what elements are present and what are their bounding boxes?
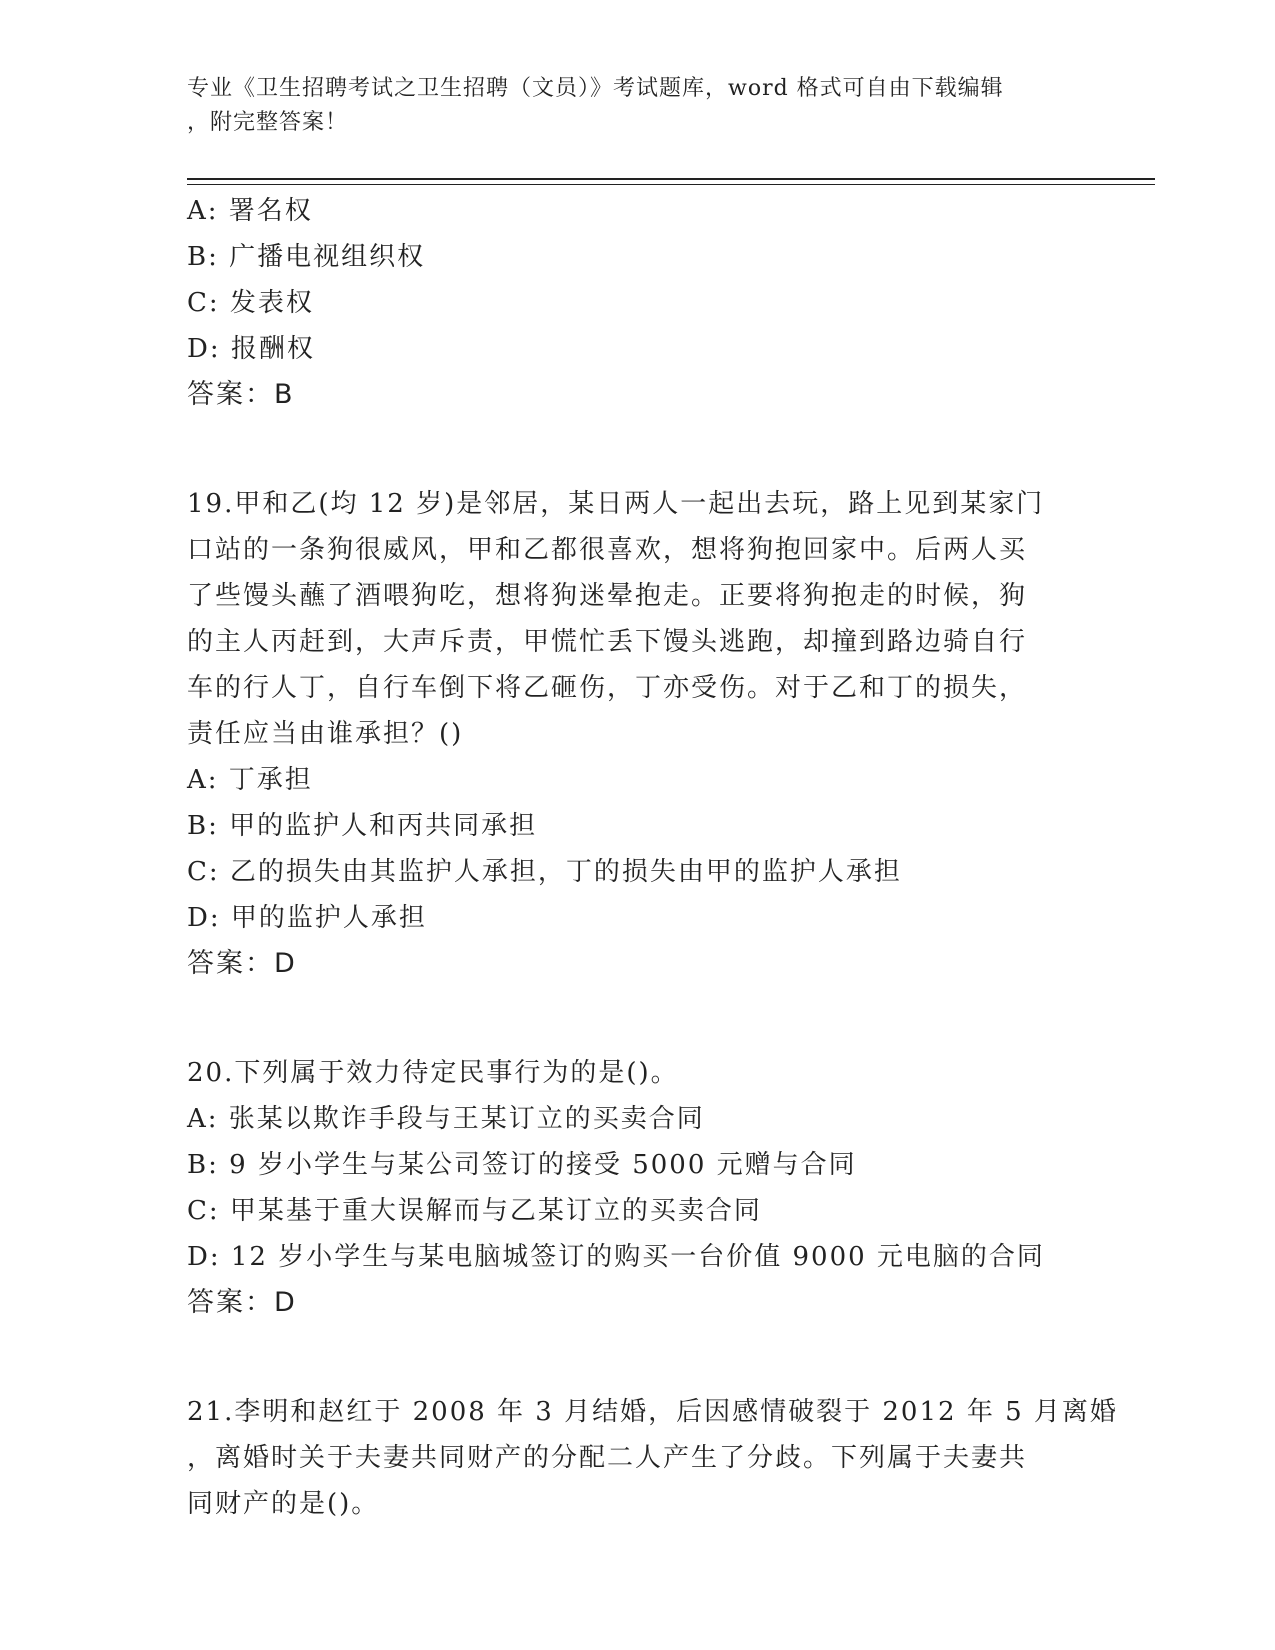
option-d: D: 甲的监护人承担: [187, 903, 427, 933]
header-line-1: 专业《卫生招聘考试之卫生招聘（文员）》考试题库，word 格式可自由下载编辑: [187, 76, 1004, 101]
stem-line: 车的行人丁，自行车倒下将乙砸伤，丁亦受伤。对于乙和丁的损失，: [187, 673, 1028, 703]
question-18-options: [187, 188, 1087, 372]
option-a: A: 张某以欺诈手段与王某订立的买卖合同: [187, 1104, 705, 1134]
question-20-answer: 答案：D: [187, 1287, 297, 1318]
question-21-stem: [187, 1389, 1118, 1527]
stem-line: 责任应当由谁承担？(): [187, 719, 464, 749]
stem-line: 同财产的是()。: [187, 1489, 380, 1519]
option-b: B: 甲的监护人和丙共同承担: [187, 811, 538, 841]
question-content: [187, 188, 1118, 1527]
stem-line: 的主人丙赶到，大声斥责，甲慌忙丢下馒头逃跑，却撞到路边骑自行: [187, 627, 1028, 657]
header-line-2: ，附完整答案！: [187, 110, 349, 135]
document-header: [187, 72, 1087, 140]
option-c: C: 甲某基于重大误解而与乙某订立的买卖合同: [187, 1196, 762, 1226]
option-d: D: 12 岁小学生与某电脑城签订的购买一台价值 9000 元电脑的合同: [187, 1242, 1045, 1272]
option-a: A: 丁承担: [187, 765, 313, 795]
option-c: C: 发表权: [187, 288, 314, 318]
question-18-answer: 答案：B: [187, 379, 295, 410]
header-divider-bottom: [187, 184, 1155, 185]
option-a: A: 署名权: [187, 196, 313, 226]
stem-line: ，离婚时关于夫妻共同财产的分配二人产生了分歧。下列属于夫妻共: [187, 1443, 1028, 1473]
option-b: B: 广播电视组织权: [187, 242, 426, 272]
question-20-stem: 20.下列属于效力待定民事行为的是()。: [187, 1058, 679, 1088]
question-19-answer: 答案：D: [187, 948, 297, 979]
question-19-stem: [187, 481, 1087, 757]
question-19-options: [187, 757, 1087, 941]
header-divider-top: [187, 178, 1155, 180]
stem-line: 口站的一条狗很威风，甲和乙都很喜欢，想将狗抱回家中。后两人买: [187, 535, 1028, 565]
stem-line: 19.甲和乙(均 12 岁)是邻居，某日两人一起出去玩，路上见到某家门: [187, 489, 1045, 519]
option-d: D: 报酬权: [187, 334, 315, 364]
stem-line: 了些馒头蘸了酒喂狗吃，想将狗迷晕抱走。正要将狗抱走的时候，狗: [187, 581, 1028, 611]
stem-line: 21.李明和赵红于 2008 年 3 月结婚，后因感情破裂于 2012 年 5 月离婚: [187, 1397, 1118, 1427]
option-b: B: 9 岁小学生与某公司签订的接受 5000 元赠与合同: [187, 1150, 857, 1180]
option-c: C: 乙的损失由其监护人承担，丁的损失由甲的监护人承担: [187, 857, 902, 887]
question-20-options: [187, 1096, 1087, 1280]
